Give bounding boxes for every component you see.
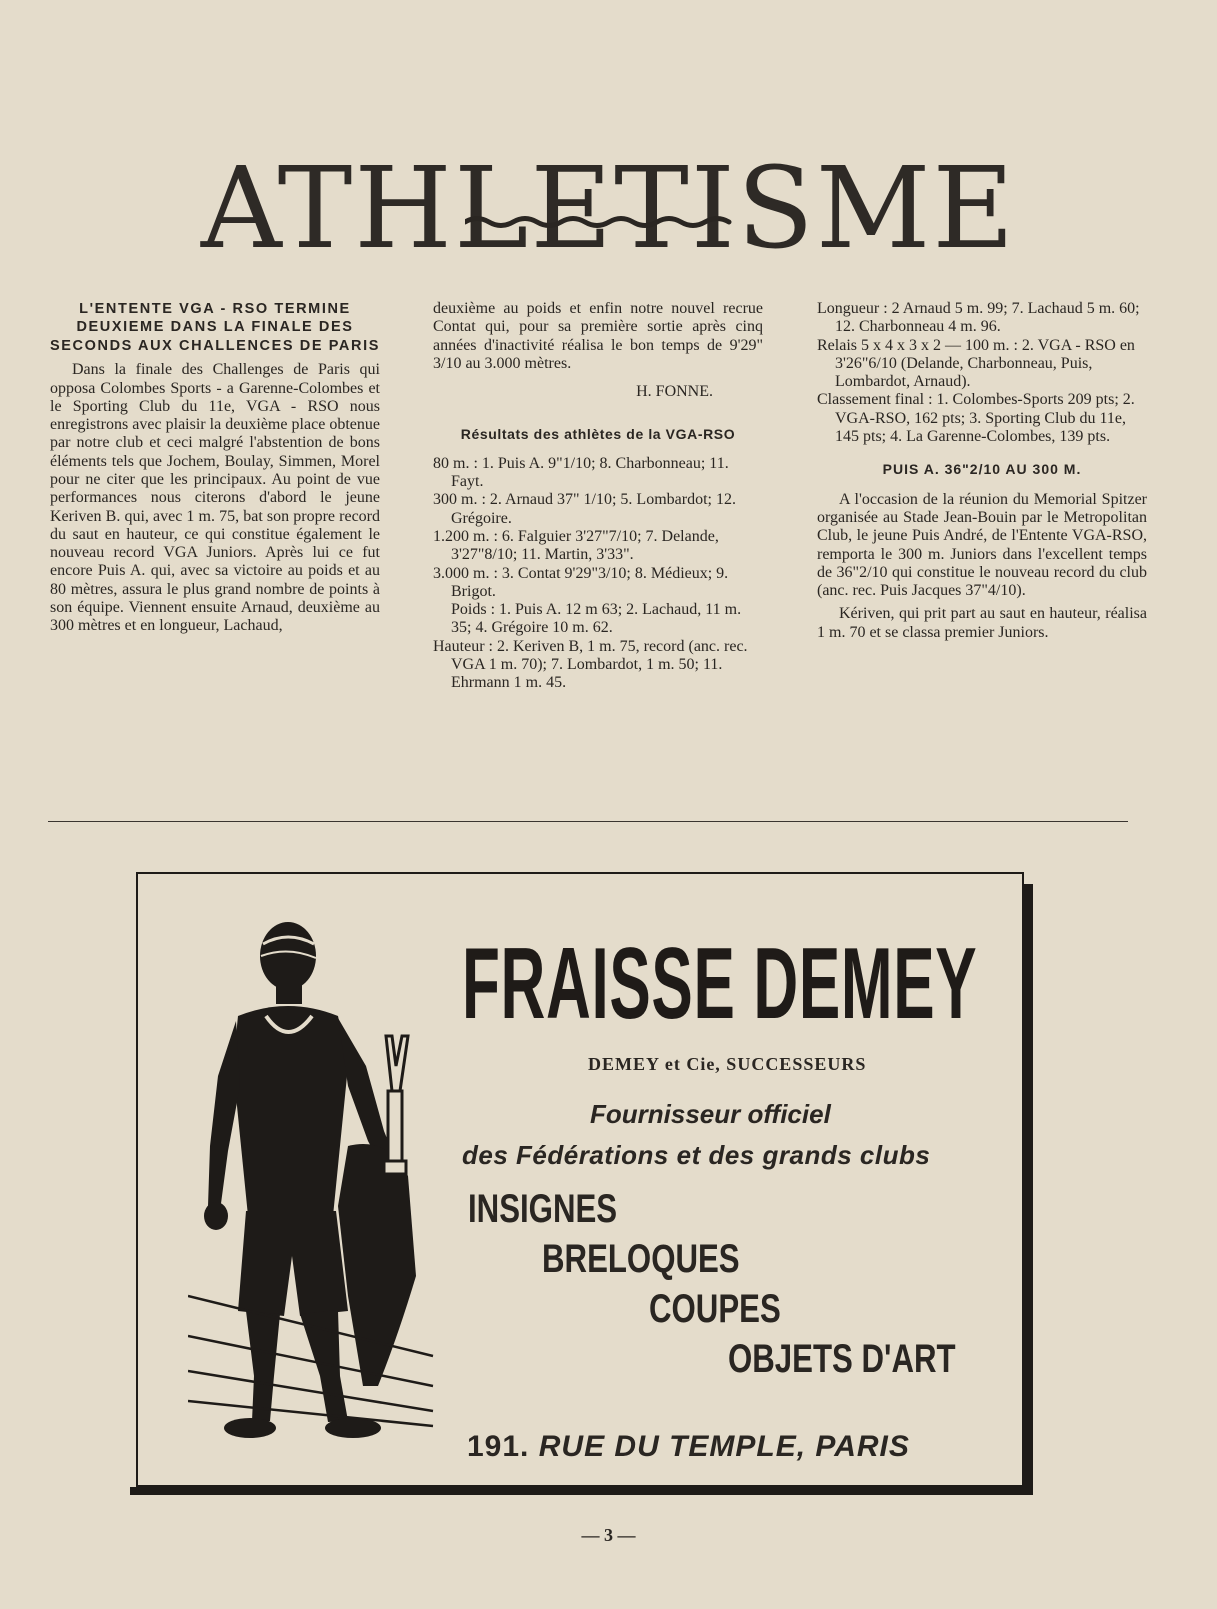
athlete-silhouette-illustration — [188, 916, 438, 1446]
section-divider — [48, 821, 1128, 822]
result-item: Classement final : 1. Colombes-Sports 209 pts; 2. VGA-RSO, 162 pts; 3. Sporting Club du 11e, 145 pts; 4. La Garenne-Colombes, 139 pts. — [817, 391, 1135, 446]
result-item: 300 m. : 2. Arnaud 37" 1/10; 5. Lombardot; 12. Grégoire. — [433, 491, 736, 527]
result-item: Relais 5 x 4 x 3 x 2 — 100 m. : 2. VGA - RSO en 3'26"6/10 (Delande, Charbonneau, Puis, Lombardot, Arnaud). — [817, 336, 1135, 391]
result-item: 3.000 m. : 3. Contat 9'29"3/10; 8. Médieux; 9. Brigot. — [433, 564, 729, 600]
article2-paragraph: Kériven, qui prit part au saut en hauteur, réalisa 1 m. 70 et se classa premier Juniors. — [817, 605, 1147, 641]
advert-tagline: Fournisseur officiel — [590, 1099, 831, 1129]
article-column-1 — [50, 300, 380, 636]
address-street: RUE DU TEMPLE, PARIS — [538, 1430, 910, 1463]
advert-product: OBJETS D'ART — [728, 1337, 956, 1381]
page-number: — 3 — — [581, 1525, 636, 1545]
advert-product: COUPES — [649, 1287, 781, 1331]
article2-paragraph: A l'occasion de la réunion du Memorial Spitzer organisée au Stade Jean-Bouin par le Metropolitan Club, le jeune Puis André, de l'Entente VGA-RSO, remporta le 300 m. Juniors dans l'excellent temps de 36"2/10 qui constitue le nouveau record du club (anc. rec. Puis Jacques 37"4/10). — [817, 490, 1147, 600]
article-continuation: deuxième au poids et enfin notre nouvel recrue Contat qui, pour sa première sortie après cinq années d'inactivité réalisa le bon temps de 9'29" 3/10 au 3.000 mètres. — [433, 300, 763, 372]
advert-shadow — [130, 1487, 1033, 1495]
result-item: 1.200 m. : 6. Falguier 3'27"7/10; 7. Delande, 3'27"8/10; 11. Martin, 3'33". — [433, 527, 719, 564]
article2-headline: PUIS A. 36"2/10 AU 300 M. — [882, 461, 1082, 478]
page-title: ATHLETISME — [200, 144, 1017, 275]
advert-tagline: des Fédérations et des grands clubs — [462, 1140, 931, 1170]
result-item: Poids : 1. Puis A. 12 m 63; 2. Lachaud, 11 m. 35; 4. Grégoire 10 m. 62. — [451, 601, 742, 637]
result-item: 80 m. : 1. Puis A. 9"1/10; 8. Charbonneau; 11. Fayt. — [433, 454, 729, 491]
results-heading: Résultats des athlètes de la VGA-RSO — [460, 426, 736, 443]
result-item: Longueur : 2 Arnaud 5 m. 99; 7. Lachaud 5 m. 60; 12. Charbonneau 4 m. 96. — [817, 300, 1140, 336]
advert-address — [467, 1430, 910, 1464]
article-author: H. FONNE. — [636, 383, 713, 401]
result-item: Hauteur : 2. Keriven B, 1 m. 75, record (anc. rec. VGA 1 m. 70); 7. Lombardot, 1 m. 50; 11. Ehrmann 1 m. 45. — [433, 637, 748, 692]
advert-successors: DEMEY et Cie, SUCCESSEURS — [588, 1054, 867, 1074]
advert-product: INSIGNES — [468, 1187, 618, 1231]
article-column-2 — [433, 300, 763, 693]
advert-shadow — [1024, 884, 1033, 1495]
title-flourish-ornament — [465, 212, 735, 232]
article-headline: L'ENTENTE VGA - RSO TERMINE DEUXIEME DANS LA FINALE DES SECONDS AUX CHALLENCES DE PARIS — [50, 301, 380, 354]
advert-brand-name: FRAISSE DEMEY — [462, 926, 978, 1040]
article-column-3 — [817, 300, 1147, 642]
article-body: Dans la finale des Challenges de Paris qui opposa Colombes Sports - a Garenne-Colombes et le Sporting Club du 11e, VGA - RSO nous enregistrons avec plaisir la deuxième place obtenue par notre club et ceci malgré l'abstention de bons éléments tels que Jochem, Boulay, Simmen, Morel pour ne citer que les principaux. Au point de vue performances nous citerons d'abord le jeune Keriven B. qui, avec 1 m. 75, bat son propre record du saut en hauteur, ce qui constitue également le nouveau record VGA Juniors. Après lui ce fut encore Puis A. qui, avec sa victoire au poids et au 80 mètres, assura le plus grand nombre de points à son équipe. Viennent ensuite Arnaud, deuxième au 300 mètres et en longueur, Lachaud, — [50, 361, 380, 635]
address-number: 191. — [467, 1430, 530, 1463]
advert-product: BRELOQUES — [542, 1237, 740, 1281]
